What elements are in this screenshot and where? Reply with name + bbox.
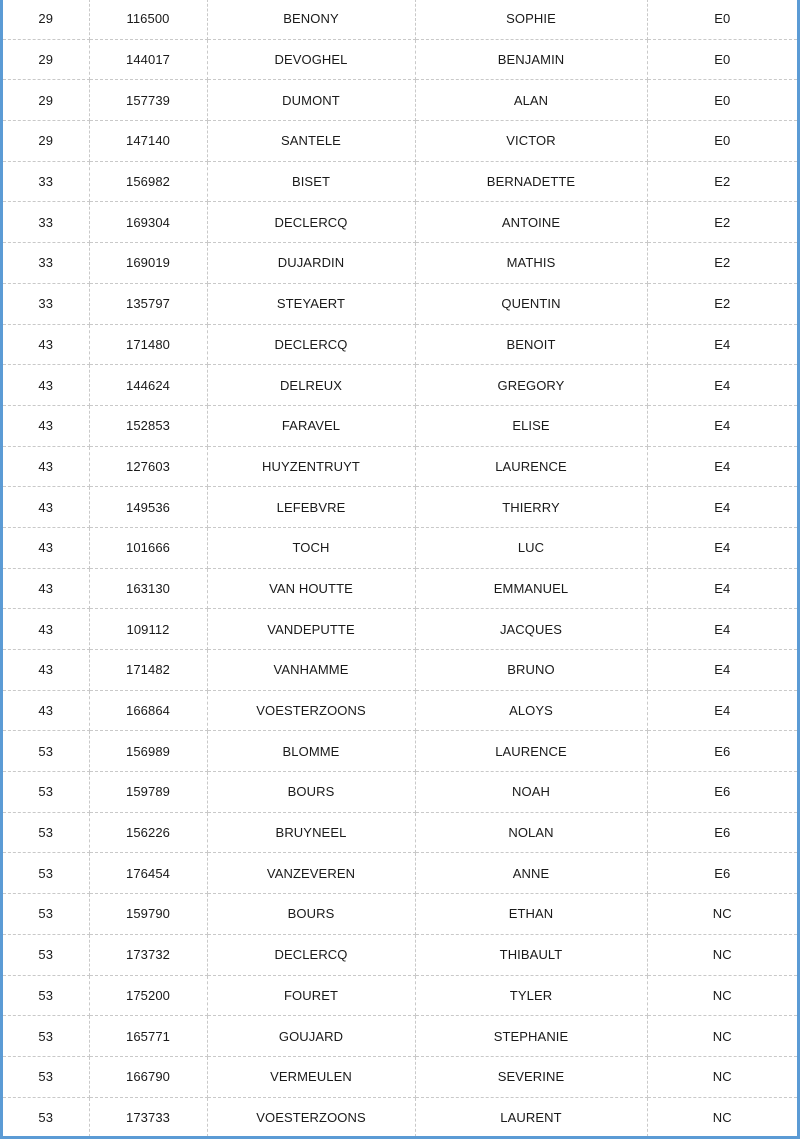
grade-cell: NC — [647, 934, 797, 975]
grade-cell: E0 — [647, 80, 797, 121]
id-cell: 152853 — [89, 405, 207, 446]
group-cell: 53 — [3, 894, 89, 935]
grade-cell: E6 — [647, 853, 797, 894]
grade-cell: E4 — [647, 487, 797, 528]
last-name-cell: SANTELE — [207, 121, 415, 162]
last-name-cell: BRUYNEEL — [207, 812, 415, 853]
table-body — [3, 0, 797, 1137]
first-name-cell: LAURENT — [415, 1097, 647, 1137]
group-cell: 33 — [3, 161, 89, 202]
last-name-cell: BOURS — [207, 894, 415, 935]
group-cell: 43 — [3, 446, 89, 487]
table-row — [3, 1097, 797, 1137]
first-name-cell: QUENTIN — [415, 283, 647, 324]
id-cell: 173732 — [89, 934, 207, 975]
table-row — [3, 365, 797, 406]
table-row — [3, 812, 797, 853]
last-name-cell: BLOMME — [207, 731, 415, 772]
group-cell: 53 — [3, 934, 89, 975]
grade-cell: E2 — [647, 243, 797, 284]
group-cell: 29 — [3, 80, 89, 121]
table-row — [3, 568, 797, 609]
table-row — [3, 324, 797, 365]
last-name-cell: DUMONT — [207, 80, 415, 121]
table-row — [3, 975, 797, 1016]
last-name-cell: VERMEULEN — [207, 1056, 415, 1097]
group-cell: 43 — [3, 690, 89, 731]
group-cell: 43 — [3, 365, 89, 406]
last-name-cell: VANHAMME — [207, 650, 415, 691]
table-row — [3, 1016, 797, 1057]
last-name-cell: VANZEVEREN — [207, 853, 415, 894]
last-name-cell: VAN HOUTTE — [207, 568, 415, 609]
grade-cell: E4 — [647, 527, 797, 568]
table-row — [3, 894, 797, 935]
last-name-cell: DUJARDIN — [207, 243, 415, 284]
id-cell: 166790 — [89, 1056, 207, 1097]
table-row — [3, 527, 797, 568]
id-cell: 159789 — [89, 772, 207, 813]
grade-cell: E4 — [647, 405, 797, 446]
last-name-cell: FARAVEL — [207, 405, 415, 446]
last-name-cell: BENONY — [207, 0, 415, 39]
id-cell: 169304 — [89, 202, 207, 243]
last-name-cell: DECLERCQ — [207, 934, 415, 975]
table-row — [3, 446, 797, 487]
first-name-cell: MATHIS — [415, 243, 647, 284]
id-cell: 157739 — [89, 80, 207, 121]
id-cell: 175200 — [89, 975, 207, 1016]
grade-cell: E6 — [647, 812, 797, 853]
table-row — [3, 283, 797, 324]
last-name-cell: DECLERCQ — [207, 202, 415, 243]
id-cell: 101666 — [89, 527, 207, 568]
first-name-cell: BENOIT — [415, 324, 647, 365]
grade-cell: NC — [647, 894, 797, 935]
grade-cell: E4 — [647, 568, 797, 609]
first-name-cell: EMMANUEL — [415, 568, 647, 609]
first-name-cell: LAURENCE — [415, 731, 647, 772]
first-name-cell: GREGORY — [415, 365, 647, 406]
last-name-cell: GOUJARD — [207, 1016, 415, 1057]
id-cell: 166864 — [89, 690, 207, 731]
table-row — [3, 487, 797, 528]
group-cell: 33 — [3, 202, 89, 243]
grade-cell: NC — [647, 1016, 797, 1057]
grade-cell: E2 — [647, 283, 797, 324]
last-name-cell: VANDEPUTTE — [207, 609, 415, 650]
grade-cell: E6 — [647, 731, 797, 772]
group-cell: 29 — [3, 39, 89, 80]
id-cell: 171482 — [89, 650, 207, 691]
first-name-cell: THIERRY — [415, 487, 647, 528]
group-cell: 43 — [3, 609, 89, 650]
first-name-cell: ALAN — [415, 80, 647, 121]
table-row — [3, 609, 797, 650]
table-row — [3, 650, 797, 691]
first-name-cell: BRUNO — [415, 650, 647, 691]
grade-cell: E0 — [647, 121, 797, 162]
last-name-cell: VOESTERZOONS — [207, 690, 415, 731]
group-cell: 43 — [3, 405, 89, 446]
table-row — [3, 1056, 797, 1097]
group-cell: 43 — [3, 568, 89, 609]
group-cell: 53 — [3, 1056, 89, 1097]
id-cell: 156982 — [89, 161, 207, 202]
first-name-cell: STEPHANIE — [415, 1016, 647, 1057]
first-name-cell: THIBAULT — [415, 934, 647, 975]
id-cell: 156226 — [89, 812, 207, 853]
table-row — [3, 161, 797, 202]
group-cell: 53 — [3, 975, 89, 1016]
table-row — [3, 243, 797, 284]
id-cell: 135797 — [89, 283, 207, 324]
grade-cell: E4 — [647, 324, 797, 365]
table-row — [3, 202, 797, 243]
table-row — [3, 0, 797, 39]
first-name-cell: TYLER — [415, 975, 647, 1016]
last-name-cell: FOURET — [207, 975, 415, 1016]
group-cell: 53 — [3, 812, 89, 853]
id-cell: 109112 — [89, 609, 207, 650]
last-name-cell: DEVOGHEL — [207, 39, 415, 80]
table-row — [3, 690, 797, 731]
group-cell: 53 — [3, 1016, 89, 1057]
id-cell: 171480 — [89, 324, 207, 365]
first-name-cell: VICTOR — [415, 121, 647, 162]
grade-cell: E4 — [647, 365, 797, 406]
grade-cell: E6 — [647, 772, 797, 813]
id-cell: 144624 — [89, 365, 207, 406]
group-cell: 43 — [3, 487, 89, 528]
id-cell: 159790 — [89, 894, 207, 935]
last-name-cell: BOURS — [207, 772, 415, 813]
grade-cell: E0 — [647, 0, 797, 39]
first-name-cell: LUC — [415, 527, 647, 568]
last-name-cell: HUYZENTRUYT — [207, 446, 415, 487]
grade-cell: E4 — [647, 446, 797, 487]
grade-cell: E4 — [647, 650, 797, 691]
last-name-cell: LEFEBVRE — [207, 487, 415, 528]
group-cell: 53 — [3, 772, 89, 813]
first-name-cell: BERNADETTE — [415, 161, 647, 202]
table-row — [3, 772, 797, 813]
id-cell: 144017 — [89, 39, 207, 80]
last-name-cell: DELREUX — [207, 365, 415, 406]
id-cell: 127603 — [89, 446, 207, 487]
group-cell: 29 — [3, 121, 89, 162]
grade-cell: E4 — [647, 609, 797, 650]
grade-cell: NC — [712, 1109, 732, 1125]
first-name-cell: ANNE — [415, 853, 647, 894]
grade-cell: NC — [647, 975, 797, 1016]
table-row — [3, 731, 797, 772]
group-cell: 43 — [3, 650, 89, 691]
group-cell: 29 — [3, 0, 89, 39]
grade-cell: E2 — [647, 161, 797, 202]
id-cell: 156989 — [89, 731, 207, 772]
first-name-cell: SEVERINE — [415, 1056, 647, 1097]
id-cell: 116500 — [89, 0, 207, 39]
last-name-cell: TOCH — [207, 527, 415, 568]
first-name-cell: LAURENCE — [415, 446, 647, 487]
first-name-cell: ETHAN — [415, 894, 647, 935]
group-cell: 53 — [3, 853, 89, 894]
last-name-cell: DECLERCQ — [207, 324, 415, 365]
results-table — [3, 0, 797, 1137]
table-row — [3, 121, 797, 162]
group-cell: 33 — [3, 283, 89, 324]
table-row — [3, 405, 797, 446]
first-name-cell: JACQUES — [415, 609, 647, 650]
grade-cell: NC — [647, 1056, 797, 1097]
id-cell: 173733 — [89, 1097, 207, 1137]
last-name-cell: BISET — [207, 161, 415, 202]
id-cell: 169019 — [89, 243, 207, 284]
first-name-cell: ANTOINE — [415, 202, 647, 243]
first-name-cell: NOAH — [415, 772, 647, 813]
grade-cell: E0 — [647, 39, 797, 80]
id-cell: 165771 — [89, 1016, 207, 1057]
last-name-cell: VOESTERZOONS — [207, 1097, 415, 1137]
id-cell: 176454 — [89, 853, 207, 894]
id-cell: 147140 — [89, 121, 207, 162]
grade-cell: E4 — [647, 690, 797, 731]
id-cell: 149536 — [89, 487, 207, 528]
first-name-cell: ALOYS — [415, 690, 647, 731]
grade-cell: E2 — [647, 202, 797, 243]
group-cell: 53 — [3, 1097, 89, 1137]
first-name-cell: NOLAN — [415, 812, 647, 853]
first-name-cell: SOPHIE — [415, 0, 647, 39]
group-cell: 43 — [3, 527, 89, 568]
table-row — [3, 80, 797, 121]
group-cell: 43 — [3, 324, 89, 365]
group-cell: 33 — [3, 243, 89, 284]
group-cell: 53 — [3, 731, 89, 772]
first-name-cell: ELISE — [415, 405, 647, 446]
first-name-cell: BENJAMIN — [415, 39, 647, 80]
table-row — [3, 39, 797, 80]
last-name-cell: STEYAERT — [207, 283, 415, 324]
id-cell: 163130 — [89, 568, 207, 609]
table-row — [3, 853, 797, 894]
table-row — [3, 934, 797, 975]
